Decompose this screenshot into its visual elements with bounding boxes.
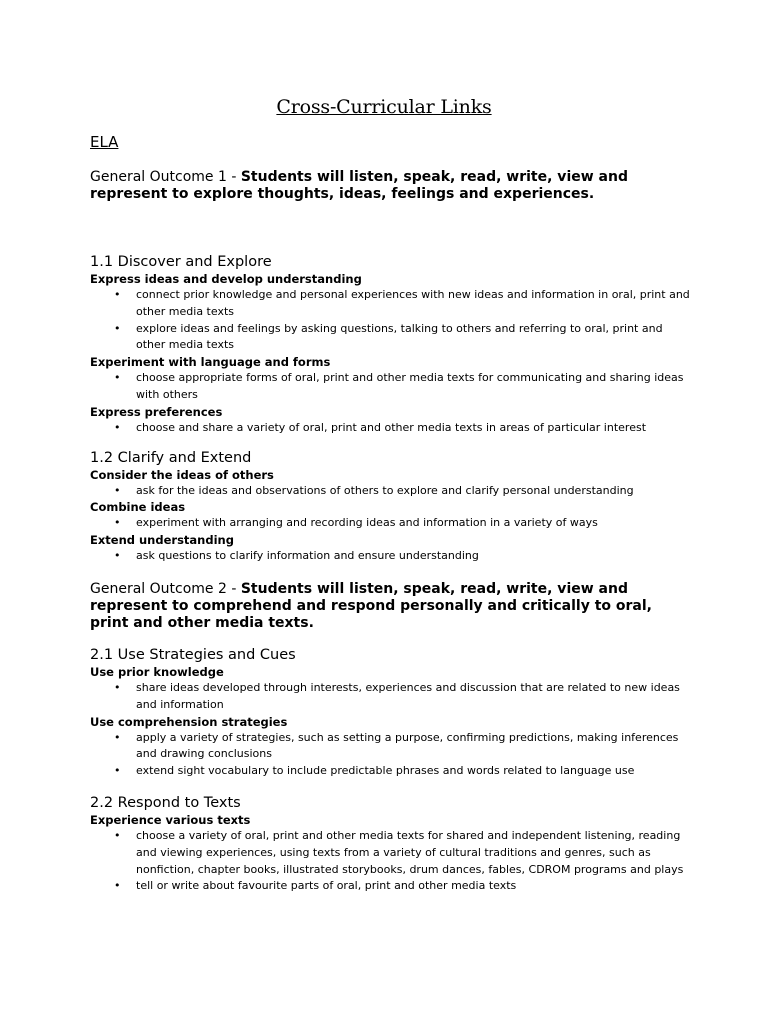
- bullet-list: [90, 515, 690, 532]
- section-1-2-title: 1.2 Clarify and Extend: [90, 449, 252, 466]
- subheading: Experience various texts: [90, 812, 251, 827]
- bullet-item: • explore ideas and feelings by asking questions, talking to others and referring to oral, print and other media texts: [90, 321, 690, 355]
- subject-heading: ELA: [90, 133, 119, 151]
- bullet-item: • choose a variety of oral, print and other media texts for shared and independent listening, reading and viewing experiences, using texts from a variety of cultural traditions and genres, such as nonfiction, chapter books, illustrated storybooks, drum dances, fables, CDROM programs and plays: [90, 828, 690, 878]
- bullet-item: • choose and share a variety of oral, print and other media texts in areas of particular interest: [90, 420, 690, 437]
- document-body: [90, 169, 690, 895]
- outcome-1-lead: General Outcome 1 -: [90, 169, 241, 185]
- bullet-item: • ask for the ideas and observations of others to explore and clarify personal understanding: [90, 483, 690, 500]
- bullet-list: [90, 828, 690, 895]
- page-title: Cross-Curricular Links: [276, 96, 492, 118]
- outcome-2-text: Students will listen, speak, read, write, view and represent to comprehend and respond personally and critically to oral, print and other media texts.: [90, 580, 652, 631]
- subheading: Consider the ideas of others: [90, 467, 274, 482]
- bullet-item: • share ideas developed through interests, experiences and discussion that are related to new ideas and information: [90, 680, 690, 714]
- bullet-list: [90, 548, 690, 565]
- subheading: Express ideas and develop understanding: [90, 272, 362, 286]
- subheading: Extend understanding: [90, 533, 234, 548]
- bullet-list: [90, 680, 690, 714]
- bullet-list: [90, 483, 690, 500]
- bullet-item: • apply a variety of strategies, such as setting a purpose, confirming predictions, making inferences and drawing conclusions: [90, 730, 690, 764]
- bullet-list: [90, 370, 690, 404]
- bullet-item: • tell or write about favourite parts of oral, print and other media texts: [90, 878, 690, 895]
- bullet-list: [90, 730, 690, 780]
- subheading: Use comprehension strategies: [90, 714, 288, 729]
- bullet-item: • choose appropriate forms of oral, print and other media texts for communicating and sharing ideas with others: [90, 370, 690, 404]
- section-2-1-title: 2.1 Use Strategies and Cues: [90, 646, 296, 663]
- outcome-1-text: Students will listen, speak, read, write, view and represent to explore thoughts, ideas, feelings and experiences.: [90, 169, 628, 202]
- section-2-2-title: 2.2 Respond to Texts: [90, 794, 241, 811]
- subheading: Use prior knowledge: [90, 664, 224, 679]
- general-outcome-1: [90, 169, 690, 203]
- bullet-list: [90, 287, 690, 354]
- subheading: Experiment with language and forms: [90, 355, 331, 370]
- subheading: Express preferences: [90, 404, 223, 419]
- bullet-item: • extend sight vocabulary to include predictable phrases and words related to language use: [90, 763, 690, 780]
- subheading: Combine ideas: [90, 500, 186, 515]
- bullet-item: • connect prior knowledge and personal experiences with new ideas and information in oral, print and other media texts: [90, 287, 690, 321]
- general-outcome-2: [90, 581, 690, 632]
- bullet-list: [90, 420, 690, 437]
- outcome-2-lead: General Outcome 2 -: [90, 580, 241, 597]
- bullet-item: • ask questions to clarify information and ensure understanding: [90, 548, 690, 565]
- section-1-1-title: 1.1 Discover and Explore: [90, 254, 272, 270]
- bullet-item: • experiment with arranging and recording ideas and information in a variety of ways: [90, 515, 690, 532]
